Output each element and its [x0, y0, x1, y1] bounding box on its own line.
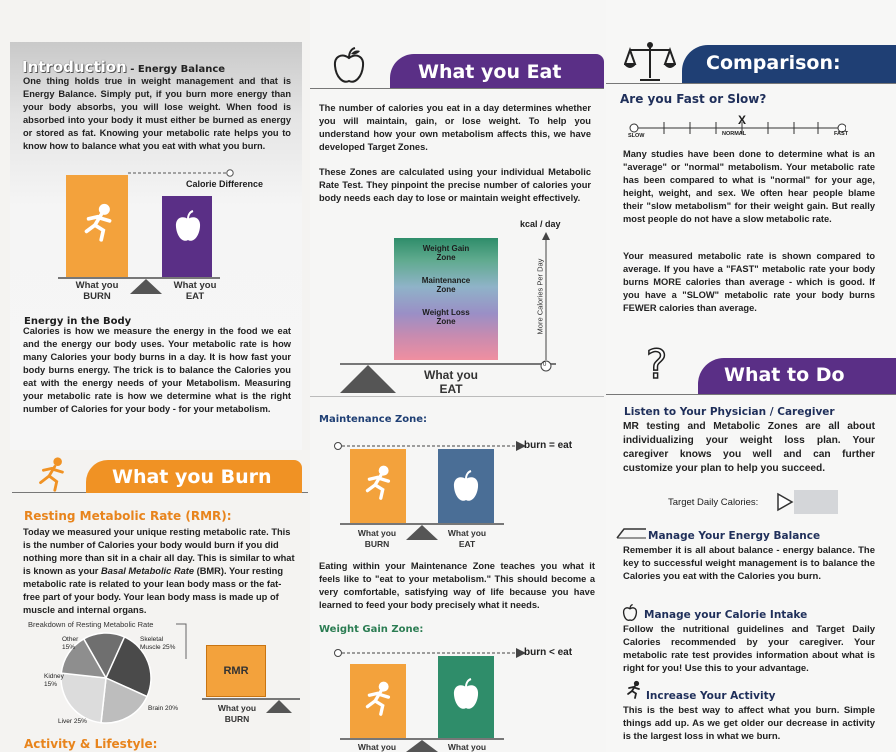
column-middle [310, 0, 606, 752]
rmr-box: RMR [206, 645, 266, 697]
energy-text: Calories is how we measure the energy in the food we eat and the energy our body uses. Your metabolic rate is how many Calories your body burns in a day. It is how fast your body burns energy. The trick is to balance the Calories you eat with the energy needs of your Metabolism. Measuring your metabolic rate is how we determine what is the right number of Calories for your body - for your metabolism. [23, 326, 291, 414]
maint-title: Maintenance Zone: [319, 414, 428, 425]
scale-slow: SLOW [628, 133, 645, 139]
target-calories-field[interactable] [794, 490, 838, 514]
eat-header-line [310, 88, 604, 89]
maint-text: Eating within your Maintenance Zone teaches you what it feels like to "eat to your metabolism." This should become a very comfortable, satisfying way of life because you have learned to feed your body precisely what it needs. [319, 561, 595, 610]
zone-loss-label: Weight Loss Zone [422, 308, 470, 326]
runner-small-icon [622, 680, 644, 700]
kcal-label: kcal / day [520, 219, 561, 229]
eat-text-1: The number of calories you eat in a day determines whether you will maintain, gain, or lose weight. To help you understand how your own metabolism affects this, we have developed Target Zones. [319, 103, 591, 152]
todo-header-title: What to Do [724, 364, 845, 386]
gain-eat-label: What you [447, 742, 487, 752]
scale-fast: FAST [834, 131, 849, 137]
burn-label: What you BURN [75, 280, 119, 302]
eat-label: What you EAT [173, 280, 217, 302]
eat-header-title: What you Eat [418, 61, 562, 83]
pie-label-liver: Liver 25% [58, 718, 87, 725]
pie-title: Breakdown of Resting Metabolic Rate [28, 620, 154, 629]
comp-text-1: Many studies have been done to determine what is an "average" or "normal" metabolism. Your metabolic rate has been compared to what is "normal" for your age, height, weight, and sex. We often hear people blame their "slow metabolism" for their weight gain. But really most people do not have a slow metabolic rate. [623, 149, 875, 224]
energy-title: Energy in the Body [24, 316, 132, 327]
listen-text: MR testing and Metabolic Zones are all about individualizing your weight loss plan. Your caregiver knows you well and can further customize your plan to help you succeed. [623, 421, 875, 474]
rmr-burn-label: What you BURN [217, 703, 257, 724]
apple-icon [452, 678, 480, 712]
gain-equation: burn < eat [524, 647, 573, 658]
gain-arrow [332, 647, 532, 659]
runner-icon [30, 456, 72, 494]
zone-gain-label: Weight Gain Zone [422, 244, 470, 262]
intake-text: Follow the nutritional guidelines and Target Daily Calories recommended by your caregiver. Your metabolic rate test provides information about what is right for you! Use this to your advantage. [623, 624, 875, 674]
zone-maint-label: Maintenance Zone [421, 276, 471, 294]
intro-title: Introduction [22, 58, 127, 76]
runner-icon [358, 680, 396, 718]
zones-eat-label: What you EAT [424, 368, 478, 396]
todo-header-line [606, 394, 896, 395]
intro-subtitle: - Energy Balance [126, 64, 226, 75]
target-label: Target Daily Calories: [668, 497, 759, 508]
pie-frame-line [176, 623, 196, 663]
activity-text: This is the best way to affect what you burn. Simple things add up. As we get older our decrease in activity is the largest loss in what we burn. [623, 705, 875, 742]
runner-icon [76, 202, 118, 244]
gain-burn-label: What you [357, 742, 397, 752]
rmr-title: Resting Metabolic Rate (RMR): [24, 509, 232, 523]
target-arrow-icon [776, 492, 794, 512]
runner-icon [358, 464, 396, 502]
maint-burn-label: What you BURN [357, 528, 397, 549]
axis-label: More Calories Per Day [535, 258, 545, 335]
apple-icon [174, 210, 202, 244]
pie-label-brain: Brain 20% [148, 705, 178, 712]
fast-title: Are you Fast or Slow? [620, 92, 767, 106]
gain-title: Weight Gain Zone: [319, 624, 424, 635]
pie-label-kidney: Kidney 15% [44, 673, 64, 688]
axis-zero: 0 [543, 362, 547, 368]
maint-equation: burn = eat [524, 440, 573, 451]
column-left [0, 0, 310, 752]
pie-label-skeletal: Skeletal Muscle 25% [140, 636, 176, 651]
intro-text: One thing holds true in weight management and that is Energy Balance. Simply put, if you burn more energy than your body absorbs, you will lose weight. When food is absorbed into your body it must either be burned as energy or stored as fat. Knowing your metabolic rate helps you to know how to balance what you eat with what you burn. [23, 76, 291, 151]
pie-slice-liver [61, 673, 106, 723]
scale-small-icon [616, 527, 648, 539]
manage-text: Remember it is all about balance - energy balance. The key to successful weight management is to balance the Calories you eat with the Calories you burn. [623, 545, 875, 582]
calorie-difference-label: Calorie Difference [186, 179, 264, 189]
scale-normal: NORMAL [722, 131, 747, 137]
question-icon: ? [646, 342, 668, 388]
scales-icon [624, 40, 676, 84]
eat-text-2: These Zones are calculated using your individual Metabolic Rate Test. They pinpoint the precise number of calories your body needs each day to lose or maintain weight effectively. [319, 167, 591, 203]
burn-header-title: What you Burn [112, 466, 272, 488]
column-right [606, 0, 896, 752]
pie-label-other: Other 15% [62, 636, 79, 651]
comp-text-2: Your measured metabolic rate is shown compared to average. If you have a "FAST" metabolic rate your body burns MORE calories than average - which is good. If you have a "SLOW" metabolic rate your body burns FEWER calories than average. [623, 251, 875, 313]
apple-outline-icon [332, 46, 366, 86]
activity-title: Increase Your Activity [646, 690, 776, 702]
manage-title: Manage Your Energy Balance [648, 530, 821, 542]
listen-title: Listen to Your Physician / Caregiver [624, 406, 835, 418]
zones-fulcrum [340, 365, 396, 393]
comp-header-title: Comparison: [706, 52, 841, 74]
divider [310, 396, 604, 397]
apple-icon [452, 470, 480, 504]
activity-title: Activity & Lifestyle: [24, 737, 158, 751]
maint-eat-label: What you EAT [447, 528, 487, 549]
rmr-text: Today we measured your unique resting metabolic rate. This is the number of Calories your body would burn if you did nothing more than sit in a chair all day. This is similar to what is known as your Basal Metabolic Rate (BMR). Your resting metabolic rate is related to your lean body mass or the fat-free part of your body. Your lean body mass is made up of muscle and internal organs. [23, 527, 295, 615]
intake-title: Manage your Calorie Intake [644, 609, 808, 621]
apple-small-icon [622, 604, 638, 622]
scale-mark: X [738, 113, 747, 127]
